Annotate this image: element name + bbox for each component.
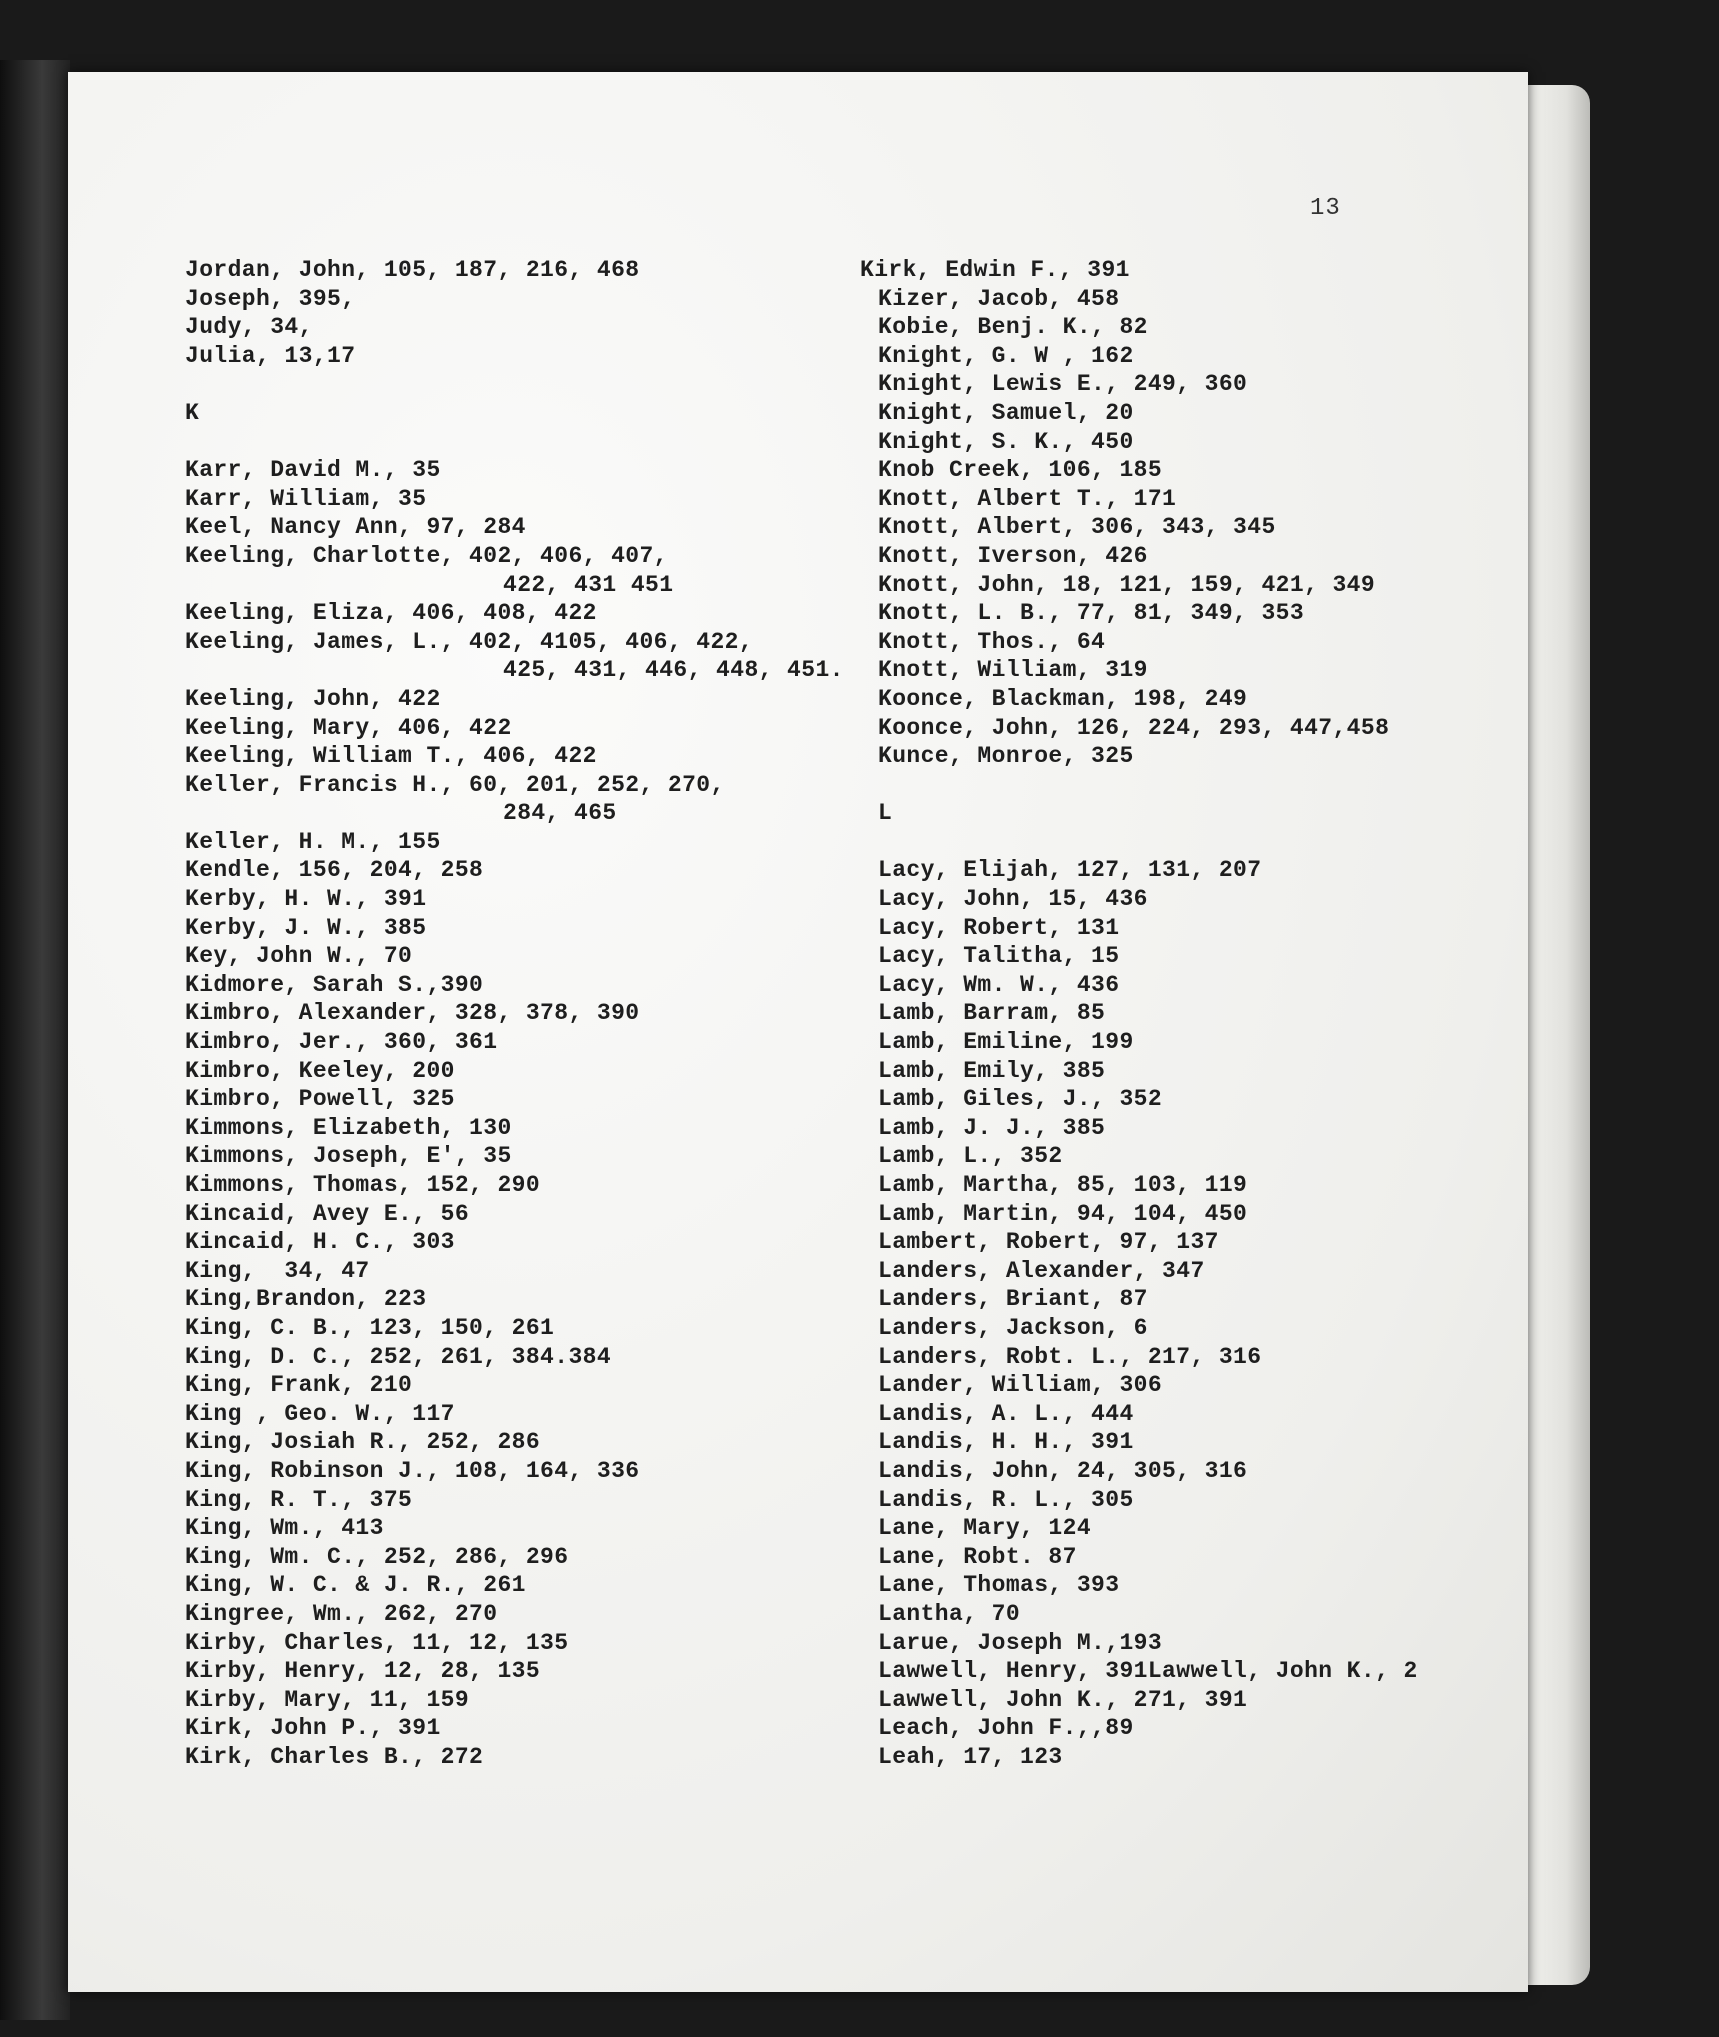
index-entry: Lamb, Emily, 385	[878, 1057, 1106, 1084]
index-entry: Landers, Briant, 87	[878, 1286, 1148, 1313]
index-entry: Lacy, Elijah, 127, 131, 207	[878, 857, 1262, 884]
index-entry: Lane, Robt. 87	[878, 1543, 1077, 1570]
index-entry: Lacy, John, 15, 436	[878, 886, 1148, 913]
index-entry: Larue, Joseph M.,193	[878, 1629, 1163, 1656]
index-entry: Lane, Thomas, 393	[878, 1572, 1120, 1599]
index-entry: Kimmons, Elizabeth, 130	[185, 1114, 512, 1141]
index-entry: Landis, H. H., 391	[878, 1429, 1134, 1456]
index-entry: Karr, William, 35	[185, 485, 427, 512]
index-entry: Lacy, Robert, 131	[878, 914, 1120, 941]
index-entry: Landers, Alexander, 347	[878, 1257, 1205, 1284]
index-entry: Koonce, John, 126, 224, 293, 447,458	[878, 714, 1390, 741]
blank-line	[185, 370, 844, 399]
index-entry: Lamb, L., 352	[878, 1143, 1063, 1170]
index-entry: Knott, John, 18, 121, 159, 421, 349	[878, 571, 1376, 598]
index-entry: Knott, Albert T., 171	[878, 485, 1177, 512]
index-entry: Kirby, Mary, 11, 159	[185, 1686, 470, 1713]
index-entry: Kimbro, Keeley, 200	[185, 1057, 455, 1084]
index-entry: Kerby, J. W., 385	[185, 914, 427, 941]
index-entry: Kirk, John P., 391	[185, 1715, 441, 1742]
index-entry: Koonce, Blackman, 198, 249	[878, 685, 1248, 712]
index-column-right	[860, 256, 1418, 1771]
index-entry: Karr, David M., 35	[185, 457, 441, 484]
index-entry: King, Wm., 413	[185, 1515, 384, 1542]
index-entry: Julia, 13,17	[185, 342, 356, 369]
index-column-left	[185, 256, 844, 1771]
index-entry: Keeling, William T., 406, 422	[185, 743, 597, 770]
index-entry: Keel, Nancy Ann, 97, 284	[185, 514, 526, 541]
index-entry: Keller, H. M., 155	[185, 828, 441, 855]
index-entry: Keeling, Mary, 406, 422	[185, 714, 512, 741]
index-entry: Lantha, 70	[878, 1600, 1021, 1627]
index-entry-continuation: 422, 431 451	[503, 571, 674, 598]
index-entry: Lamb, Emiline, 199	[878, 1029, 1134, 1056]
index-entry: Kobie, Benj. K., 82	[878, 314, 1148, 341]
index-entry: Lacy, Wm. W., 436	[878, 971, 1120, 998]
index-entry: Lambert, Robert, 97, 137	[878, 1229, 1219, 1256]
index-entry: Landers, Jackson, 6	[878, 1314, 1148, 1341]
index-entry: Knott, Albert, 306, 343, 345	[878, 514, 1276, 541]
index-entry: Knight, Samuel, 20	[878, 399, 1134, 426]
index-entry: Kerby, H. W., 391	[185, 886, 427, 913]
index-entry: Lamb, Martin, 94, 104, 450	[878, 1200, 1248, 1227]
index-entry: Landers, Robt. L., 217, 316	[878, 1343, 1262, 1370]
index-entry: Leach, John F.,,89	[878, 1715, 1134, 1742]
index-entry: Kirby, Charles, 11, 12, 135	[185, 1629, 569, 1656]
index-entry: Key, John W., 70	[185, 943, 413, 970]
section-letter: K	[185, 399, 200, 426]
index-entry: Knott, L. B., 77, 81, 349, 353	[878, 600, 1305, 627]
index-entry: King, Frank, 210	[185, 1372, 413, 1399]
index-entry: Kincaid, H. C., 303	[185, 1229, 455, 1256]
index-entry: Kimbro, Alexander, 328, 378, 390	[185, 1000, 640, 1027]
index-entry: Lane, Mary, 124	[878, 1515, 1092, 1542]
index-entry: Lawwell, Henry, 391Lawwell, John K., 2	[878, 1658, 1418, 1685]
index-entry: Kimmons, Thomas, 152, 290	[185, 1172, 541, 1198]
index-entry: Landis, John, 24, 305, 316	[878, 1457, 1248, 1484]
index-entry: King, Wm. C., 252, 286, 296	[185, 1543, 569, 1570]
index-entry: Kidmore, Sarah S.,390	[185, 971, 484, 998]
index-entry: Landis, A. L., 444	[878, 1400, 1134, 1427]
index-entry: King, Josiah R., 252, 286	[185, 1429, 541, 1456]
index-entry: Lawwell, John K., 271, 391	[878, 1686, 1248, 1713]
index-entry: Leah, 17, 123	[878, 1743, 1063, 1770]
index-entry: Kunce, Monroe, 325	[878, 743, 1134, 770]
index-entry: King,Brandon, 223	[185, 1286, 427, 1313]
index-entry: Joseph, 395,	[185, 285, 356, 312]
index-entry-continuation: 425, 431, 446, 448, 451.	[503, 657, 844, 684]
index-entry: King , Geo. W., 117	[185, 1400, 455, 1427]
film-frame-edge	[0, 60, 70, 2020]
index-entry: Knott, Iverson, 426	[878, 542, 1148, 569]
index-entry: King, W. C. & J. R., 261	[185, 1572, 526, 1599]
index-entry: Kimbro, Jer., 360, 361	[185, 1029, 498, 1056]
index-entry: Lacy, Talitha, 15	[878, 943, 1120, 970]
index-entry: Knight, S. K., 450	[878, 428, 1134, 455]
page-number: 13	[1310, 195, 1341, 222]
index-entry-continuation: 284, 465	[503, 800, 617, 827]
index-entry: Kirk, Charles B., 272	[185, 1743, 484, 1770]
index-entry: Kingree, Wm., 262, 270	[185, 1600, 498, 1627]
index-entry: Kimbro, Powell, 325	[185, 1086, 455, 1113]
index-entry: Keeling, Eliza, 406, 408, 422	[185, 600, 597, 627]
index-entry: Landis, R. L., 305	[878, 1486, 1134, 1513]
index-entry: Keller, Francis H., 60, 201, 252, 270,	[185, 771, 725, 798]
blank-line	[185, 428, 844, 457]
index-entry: King, D. C., 252, 261, 384.384	[185, 1343, 612, 1370]
index-entry: Judy, 34,	[185, 314, 313, 341]
index-entry: Lamb, Martha, 85, 103, 119	[878, 1172, 1248, 1198]
index-entry: Knob Creek, 106, 185	[878, 457, 1163, 484]
blank-line	[860, 771, 1418, 800]
index-entry: Knott, Thos., 64	[878, 628, 1106, 655]
index-entry: Kimmons, Joseph, E', 35	[185, 1143, 512, 1170]
section-letter: L	[878, 800, 893, 827]
index-entry: King, Robinson J., 108, 164, 336	[185, 1457, 640, 1484]
index-entry: King, R. T., 375	[185, 1486, 413, 1513]
index-entry: Knott, William, 319	[878, 657, 1148, 684]
index-entry: Kincaid, Avey E., 56	[185, 1200, 470, 1227]
index-entry: Lamb, Barram, 85	[878, 1000, 1106, 1027]
index-entry: Lander, William, 306	[878, 1372, 1163, 1399]
index-entry: Kirk, Edwin F., 391	[860, 257, 1130, 283]
index-entry: Kirby, Henry, 12, 28, 135	[185, 1658, 541, 1685]
blank-line	[860, 828, 1418, 857]
index-entry: Keeling, Charlotte, 402, 406, 407,	[185, 542, 668, 569]
index-entry: Lamb, J. J., 385	[878, 1114, 1106, 1141]
index-entry: Knight, G. W , 162	[878, 342, 1134, 369]
index-entry: Keeling, James, L., 402, 4105, 406, 422,	[185, 628, 754, 655]
index-entry: Lamb, Giles, J., 352	[878, 1086, 1163, 1113]
index-entry: King, 34, 47	[185, 1257, 370, 1284]
index-entry: Keeling, John, 422	[185, 685, 441, 712]
index-entry: King, C. B., 123, 150, 261	[185, 1314, 555, 1341]
index-entry: Kizer, Jacob, 458	[878, 285, 1120, 312]
index-entry: Jordan, John, 105, 187, 216, 468	[185, 257, 640, 283]
index-entry: Kendle, 156, 204, 258	[185, 857, 484, 884]
index-entry: Knight, Lewis E., 249, 360	[878, 371, 1248, 398]
